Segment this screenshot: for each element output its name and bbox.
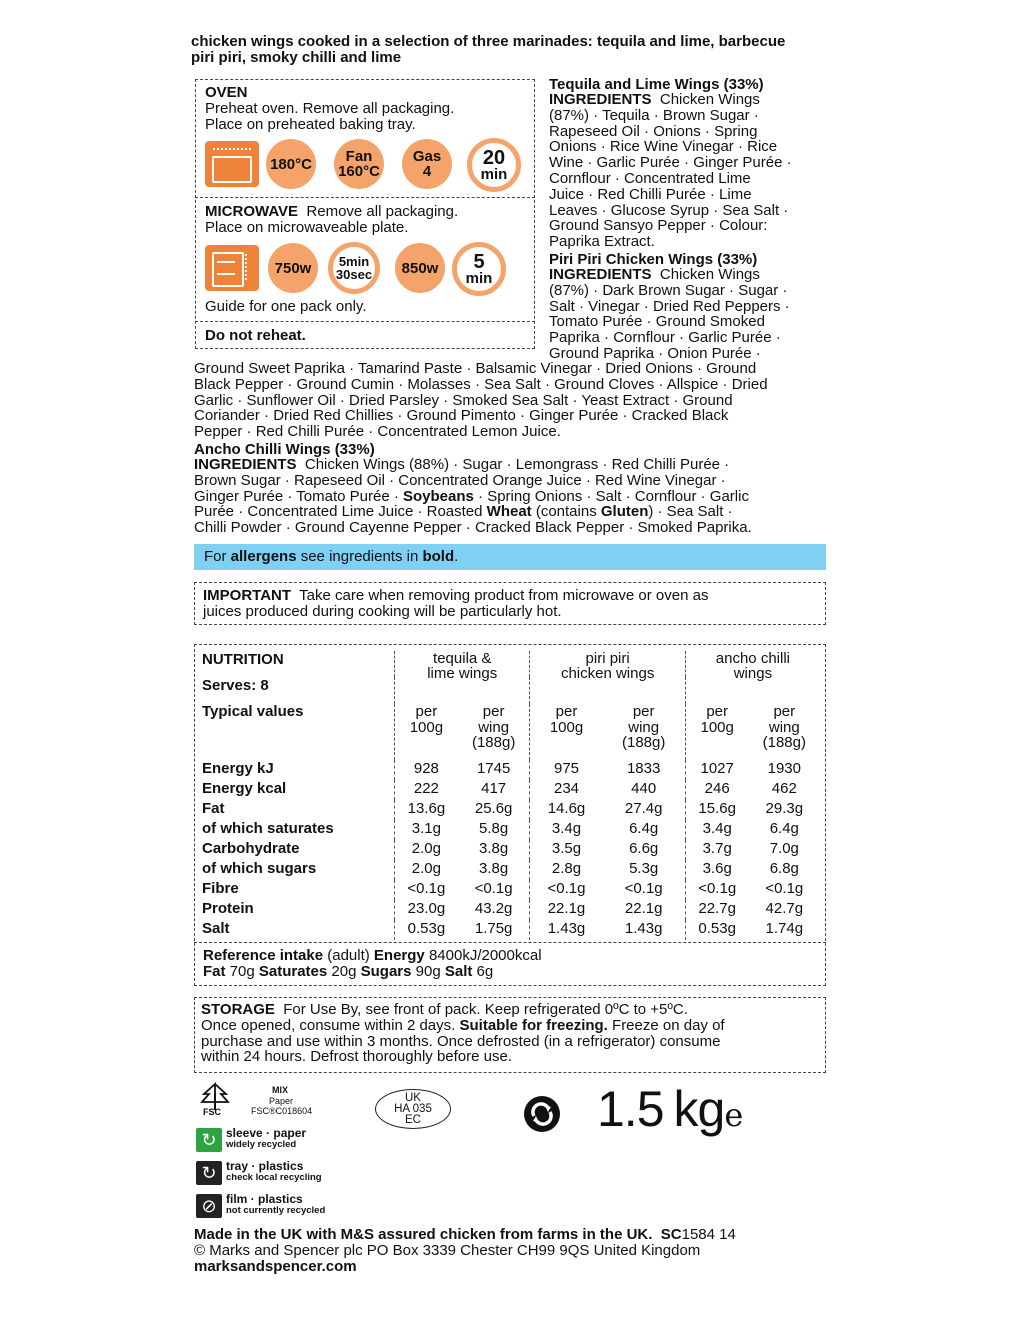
tequila-ingredients-line: Paprika Extract. (549, 233, 655, 251)
fsc-code: FSC®C018604 (251, 1106, 313, 1116)
per-label: per (415, 703, 438, 720)
per-100g-label: 100g (409, 718, 444, 736)
microwave-power-2 (395, 243, 445, 293)
ri-bold: Salt (444, 962, 473, 980)
ancho-ingredients-line: Brown Sugar · Rapeseed Oil · Concentrated Orange Juice · Red Wine Vinegar · (194, 471, 726, 489)
storage-line-4: within 24 hours. Defrost thoroughly before use. (201, 1048, 513, 1066)
recycle-material: film · plastics (226, 1192, 303, 1206)
nutrition-header-row (202, 651, 820, 677)
product-name: tequila & (433, 650, 492, 667)
per-100g-header (395, 704, 458, 760)
nutrient-value: 3.8g (479, 840, 509, 857)
storage-line (201, 1002, 821, 1018)
per-100g-label: 100g (700, 718, 734, 736)
ancho-text: · Spring Onions · Salt · Cornflour · Garlic (473, 487, 749, 505)
oven-temperature-value: 180°C (270, 155, 312, 173)
important-text (203, 588, 818, 620)
nutrient-value: 6.4g (769, 820, 799, 837)
storage-line (201, 1018, 821, 1034)
microwave-power-1 (268, 243, 318, 293)
gas-label: Gas (412, 148, 442, 165)
per-label: per (773, 703, 796, 720)
nutrient-value: 2.0g (395, 860, 458, 880)
tequila-ingredients-line: Wine · Garlic Purée · Ginger Purée · (549, 154, 792, 172)
nutrient-value: 975 (530, 760, 603, 780)
reference-intake-line (203, 948, 818, 964)
oven-icon (205, 141, 259, 187)
nutrition-row (202, 900, 820, 920)
cooking-divider (195, 197, 535, 198)
recycle-status: not currently recycled (226, 1205, 326, 1216)
nutrient-value: 0.53g (395, 920, 458, 940)
piri-ingredients-line: Pepper · Red Chilli Purée · Concentrated Lemon Juice. (194, 423, 561, 441)
nutrient-value: 462 (771, 780, 797, 797)
nutrient-label: of which sugars (202, 860, 317, 877)
tequila-ingredients-line: Juice · Red Chilli Purée · Lime (549, 185, 752, 203)
ancho-text: Ginger Purée · Tomato Purée · (194, 487, 403, 505)
per-100g-header (530, 704, 603, 760)
nutrient-value: 1930 (767, 760, 801, 777)
nutrient-value: 417 (481, 780, 507, 797)
ingredients-heading: INGREDIENTS (549, 91, 652, 108)
allergen-banner (194, 544, 826, 570)
recycle-status: check local recycling (226, 1172, 322, 1183)
piri-ingredients-line: Ground Paprika · Onion Purée · (549, 344, 761, 362)
ancho-ingredients (194, 457, 834, 536)
footer (194, 1227, 834, 1274)
ancho-ingredients-line (194, 457, 834, 473)
nutrient-value: <0.1g (474, 880, 513, 897)
nutrient-value: 3.7g (685, 840, 748, 860)
storage-title: STORAGE (201, 1001, 275, 1018)
allergen-bold: bold (422, 548, 455, 565)
nutrient-value: 22.1g (530, 900, 603, 920)
piri-ingredients-line: Ground Sweet Paprika · Tamarind Paste · Balsamic Vinegar · Dried Onions · Ground (194, 360, 757, 377)
oven-time-number: 20 (482, 146, 506, 169)
microwave-power-1-value: 750w (274, 259, 312, 277)
nutrition-body (202, 760, 820, 940)
ancho-text: (contains (531, 503, 601, 521)
nutrition-title (202, 651, 395, 677)
piri-ingredients-text: Chicken Wings (659, 266, 760, 283)
ri-text: 20g (327, 962, 361, 980)
allergen-text: . (454, 548, 459, 565)
nutrient-value: 5.8g (479, 820, 509, 837)
piri-ingredients-line: Salt · Vinegar · Dried Red Peppers · (549, 297, 790, 315)
nutrient-value: <0.1g (530, 880, 603, 900)
nutrient-value: 5.3g (629, 860, 659, 877)
nutrient-value: 1.74g (765, 920, 804, 937)
wing-weight: (188g) (762, 734, 806, 751)
ancho-title: Ancho Chilli Wings (33%) (194, 441, 375, 458)
nutrient-value: <0.1g (624, 880, 663, 897)
microwave-power-2-value: 850w (401, 259, 439, 277)
serves-text: Serves: 8 (202, 677, 269, 694)
storage-text (201, 1002, 821, 1065)
important-title: IMPORTANT (203, 587, 292, 604)
nutrient-value: 7.0g (769, 840, 799, 857)
nutrient-value: 42.7g (765, 900, 804, 917)
piri-ingredients-continued (194, 361, 834, 440)
oven-time-unit: min (480, 165, 508, 183)
nutrient-value: 6.8g (769, 860, 799, 877)
tequila-ingredients-line: (87%) · Tequila · Brown Sugar · (549, 106, 759, 124)
product-header (685, 651, 820, 704)
nutrition-row (202, 880, 820, 900)
nutrient-value: 1745 (476, 760, 511, 777)
nutrient-value: 1027 (685, 760, 748, 780)
nutrient-value: 13.6g (395, 800, 458, 820)
ri-text: 70g (225, 962, 259, 980)
health-mark-country: UK (405, 1092, 421, 1104)
ri-bold: Sugars (360, 962, 412, 980)
nutrient-value: 222 (395, 780, 458, 800)
nutrient-value: 3.8g (479, 860, 509, 877)
product-name: wings (733, 665, 773, 682)
nutrient-value: <0.1g (395, 880, 458, 900)
nutrition-divider (194, 942, 826, 943)
gas-mark (402, 139, 452, 189)
tequila-ingredients-line: Cornflour · Concentrated Lime (549, 169, 751, 187)
typical-values-text: Typical values (202, 703, 304, 720)
fan-label: Fan (345, 148, 373, 165)
recycle-widely-icon: ↻ (196, 1128, 222, 1152)
recycle-tray (226, 1161, 322, 1183)
fsc-paper: Paper (269, 1096, 294, 1106)
nutrient-label: Salt (202, 920, 230, 937)
piri-ingredients (549, 267, 824, 362)
microwave-time-2-unit: min (465, 269, 493, 287)
nutrition-row (202, 800, 820, 820)
gas-mark-value: 4 (422, 163, 432, 180)
nutrient-label: Energy kJ (202, 760, 274, 777)
nutrient-value: 22.7g (685, 900, 748, 920)
ri-bold: Saturates (258, 962, 328, 980)
per-wing-header (458, 704, 530, 760)
nutrient-value: 3.1g (395, 820, 458, 840)
tequila-ingredients-line (549, 92, 824, 108)
weight-value: 1.5 (597, 1081, 664, 1137)
fsc-logo-text: FSC (203, 1107, 221, 1117)
tequila-ingredients-line: Leaves · Glucose Syrup · Sea Salt · (549, 201, 789, 219)
nutrition-row (202, 860, 820, 880)
product-name: piri piri (585, 650, 630, 667)
reference-intake-line (203, 964, 818, 980)
microwave-guide: Guide for one pack only. (205, 298, 367, 315)
microwave-time-2-number: 5 (473, 250, 485, 273)
nutrient-value: 3.6g (685, 860, 748, 880)
nutrient-value: 1.43g (624, 920, 663, 937)
nutrient-value: 3.5g (530, 840, 603, 860)
allergen-text: see ingredients in (296, 548, 423, 565)
piri-ingredients-line: Tomato Purée · Ground Smoked (549, 313, 765, 331)
wing-label: wing (478, 718, 510, 736)
nutrition-title-text: NUTRITION (202, 651, 284, 668)
nutrient-value: 15.6g (685, 800, 748, 820)
footer-address: © Marks and Spencer plc PO Box 3339 Chester CH99 9QS United Kingdom (194, 1241, 701, 1259)
product-header (395, 651, 530, 704)
piri-ingredients-line: Paprika · Cornflour · Garlic Purée · (549, 329, 781, 347)
ancho-ingredients-line (194, 504, 834, 520)
serves (202, 677, 395, 704)
tequila-ingredients-line: Rapeseed Oil · Onions · Spring (549, 122, 758, 140)
recycle-status: widely recycled (226, 1139, 297, 1150)
product-name: ancho chilli (715, 650, 790, 667)
ri-bold: Fat (203, 962, 226, 980)
fan-temperature-value: 160°C (338, 163, 380, 180)
ri-text: 90g (411, 962, 445, 980)
product-name: chicken wings (560, 665, 655, 682)
allergen-soybeans: Soybeans (403, 487, 474, 505)
health-mark-number: HA 035 (394, 1103, 432, 1115)
nutrient-value: 3.4g (685, 820, 748, 840)
nutrition-table (202, 651, 820, 940)
per-label: per (632, 703, 655, 720)
nutrient-value: 1833 (626, 760, 661, 777)
fan-temperature (334, 139, 384, 189)
footer-line (194, 1227, 834, 1243)
recycling-loop-icon (522, 1094, 562, 1134)
nutrition-row (202, 840, 820, 860)
per-label: per (706, 703, 729, 720)
microwave-time-2 (452, 242, 506, 296)
cooking-divider (195, 321, 535, 322)
nutrition-row (202, 780, 820, 800)
microwave-instruction: Place on microwaveable plate. (205, 219, 409, 236)
microwave-section (205, 204, 458, 220)
nutrient-value: 3.4g (530, 820, 603, 840)
nutrient-value: 2.8g (530, 860, 603, 880)
piri-ingredients-line: Garlic · Sunflower Oil · Dried Parsley · Smoked Sea Salt · Yeast Extract · Ground (194, 391, 733, 409)
ri-text: (adult) (323, 947, 374, 964)
per-wing-header (603, 704, 686, 760)
weight-unit: kg (673, 1081, 725, 1137)
nutrient-value: 29.3g (765, 800, 804, 817)
nutrient-value: 23.0g (395, 900, 458, 920)
health-mark (375, 1089, 451, 1129)
nutrient-value: <0.1g (685, 880, 748, 900)
nutrient-label: Protein (202, 900, 254, 917)
reference-intake (203, 948, 818, 980)
oven-temperature (266, 139, 316, 189)
oven-instruction: Place on preheated baking tray. (205, 116, 416, 133)
recycle-material: tray · plastics (226, 1159, 304, 1173)
ingredients-heading: INGREDIENTS (549, 266, 652, 283)
nutrition-row (202, 820, 820, 840)
product-header (530, 651, 685, 704)
storage-text-part: Freeze on day of (607, 1016, 725, 1034)
piri-ingredients-line: (87%) · Dark Brown Sugar · Sugar · (549, 281, 788, 299)
per-label: per (555, 703, 578, 720)
recycle-not-icon: ⊘ (196, 1194, 222, 1218)
ri-bold: Energy (373, 947, 425, 964)
nutrient-value: 22.1g (624, 900, 663, 917)
allergen-bold: allergens (230, 548, 297, 565)
important-line (203, 588, 818, 604)
no-reheat: Do not reheat. (205, 327, 306, 344)
storage-text-part: Once opened, consume within 2 days. (201, 1016, 460, 1034)
wing-label: wing (628, 718, 660, 736)
nutrient-value: 1.43g (530, 920, 603, 940)
nutrient-label: Fibre (202, 880, 239, 897)
nutrient-value: 25.6g (474, 800, 513, 817)
per-label: per (482, 703, 505, 720)
nutrient-value: 27.4g (624, 800, 663, 817)
oven-title: OVEN (205, 84, 248, 101)
ancho-ingredients-text: Chicken Wings (88%) · Sugar · Lemongrass · Red Chilli Purée · (304, 456, 730, 473)
nutrient-label: of which saturates (202, 820, 334, 837)
nutrition-subheader-row (202, 704, 820, 760)
oven-time (467, 138, 521, 192)
ancho-ingredients-line (194, 489, 834, 505)
footer-website: marksandspencer.com (194, 1257, 357, 1275)
piri-ingredients-line: Coriander · Dried Red Chillies · Ground Pimento · Ginger Purée · Cracked Black (194, 407, 729, 425)
nutrient-value: 6.4g (629, 820, 659, 837)
nutrient-value: 234 (530, 780, 603, 800)
freezing-note: Suitable for freezing. (459, 1016, 608, 1034)
allergen-wheat: Wheat (486, 503, 532, 521)
tequila-ingredients-line: Onions · Rice Wine Vinegar · Rice (549, 138, 778, 156)
ri-bold: Reference intake (203, 947, 324, 964)
product-name: lime wings (427, 665, 498, 682)
wing-weight: (188g) (471, 734, 516, 751)
piri-ingredients-line (549, 267, 824, 283)
recycle-check-icon: ↻ (196, 1161, 222, 1185)
nutrient-value: 246 (685, 780, 748, 800)
microwave-time-1 (328, 242, 380, 294)
nutrient-label: Energy kcal (202, 780, 287, 797)
recycle-film (226, 1194, 325, 1216)
ancho-ingredients-line: Chilli Powder · Ground Cayenne Pepper · Cracked Black Pepper · Smoked Paprika. (194, 519, 752, 537)
microwave-time-1-min: 5min (338, 254, 370, 269)
made-in-text: Made in the UK with M&S assured chicken from farms in the UK. (194, 1226, 653, 1243)
nutrient-value: 2.0g (395, 840, 458, 860)
tequila-ingredients (549, 92, 824, 250)
piri-ingredients-line: Black Pepper · Ground Cumin · Molasses · Sea Salt · Ground Cloves · Allspice · Dried (194, 375, 768, 393)
nutrient-value: <0.1g (765, 880, 804, 897)
fsc-mix: MIX (272, 1085, 289, 1095)
nutrient-value: 14.6g (530, 800, 603, 820)
tequila-title: Tequila and Lime Wings (33%) (549, 76, 764, 93)
intro-text: chicken wings cooked in a selection of three marinades: tequila and lime, barbecue piri piri, smoky chilli and lime (191, 33, 786, 66)
ancho-text: Purée · Concentrated Lime Juice · Roasted (194, 503, 487, 521)
health-mark-ec: EC (405, 1114, 421, 1126)
ri-text: 6g (472, 962, 494, 980)
piri-title: Piri Piri Chicken Wings (33%) (549, 251, 758, 268)
net-weight (597, 1081, 742, 1143)
estimated-sign: e (724, 1096, 743, 1134)
per-100g-header (685, 704, 748, 760)
storage-line-1: For Use By, see front of pack. Keep refrigerated 0ºC to +5ºC. (283, 1001, 688, 1018)
nutrient-label: Carbohydrate (202, 840, 300, 857)
microwave-instruction: Remove all packaging. (306, 203, 459, 220)
ri-text: 8400kJ/2000kcal (424, 947, 542, 964)
nutrient-value: 1.75g (474, 920, 513, 937)
allergen-text: For (204, 548, 231, 565)
tequila-ingredients-text: Chicken Wings (659, 91, 760, 108)
microwave-time-1-sec: 30sec (335, 267, 373, 282)
storage-line-3: purchase and use within 3 months. Once defrosted (in a refrigerator) consume (201, 1032, 721, 1050)
ancho-text: ) · Sea Salt · (648, 503, 733, 521)
per-100g-label: 100g (549, 718, 584, 736)
recycle-material: sleeve · paper (226, 1126, 307, 1140)
nutrient-label: Fat (202, 800, 225, 817)
important-line-1: Take care when removing product from microwave or oven as (299, 587, 709, 604)
typical-values (202, 704, 395, 760)
nutrition-row (202, 760, 820, 780)
sc-code-number: 1584 14 (681, 1226, 736, 1243)
nutrition-row (202, 920, 820, 940)
important-line-2: juices produced during cooking will be particularly hot. (203, 602, 562, 620)
per-wing-header (749, 704, 820, 760)
nutrient-value: 440 (631, 780, 657, 797)
sc-code: SC (660, 1226, 682, 1243)
oven-instruction: Preheat oven. Remove all packaging. (205, 100, 455, 117)
wing-label: wing (768, 718, 800, 736)
nutrient-value: 928 (395, 760, 458, 780)
nutrient-value: 0.53g (685, 920, 748, 940)
nutrient-value: 43.2g (474, 900, 513, 917)
allergen-gluten: Gluten (600, 503, 649, 521)
recycle-sleeve (226, 1128, 306, 1150)
wing-weight: (188g) (621, 734, 666, 751)
microwave-icon (205, 245, 259, 291)
ingredients-heading: INGREDIENTS (194, 456, 297, 473)
tequila-ingredients-line: Ground Sansyo Pepper · Colour: (549, 217, 768, 235)
microwave-title: MICROWAVE (205, 203, 299, 220)
nutrient-value: 6.6g (629, 840, 659, 857)
